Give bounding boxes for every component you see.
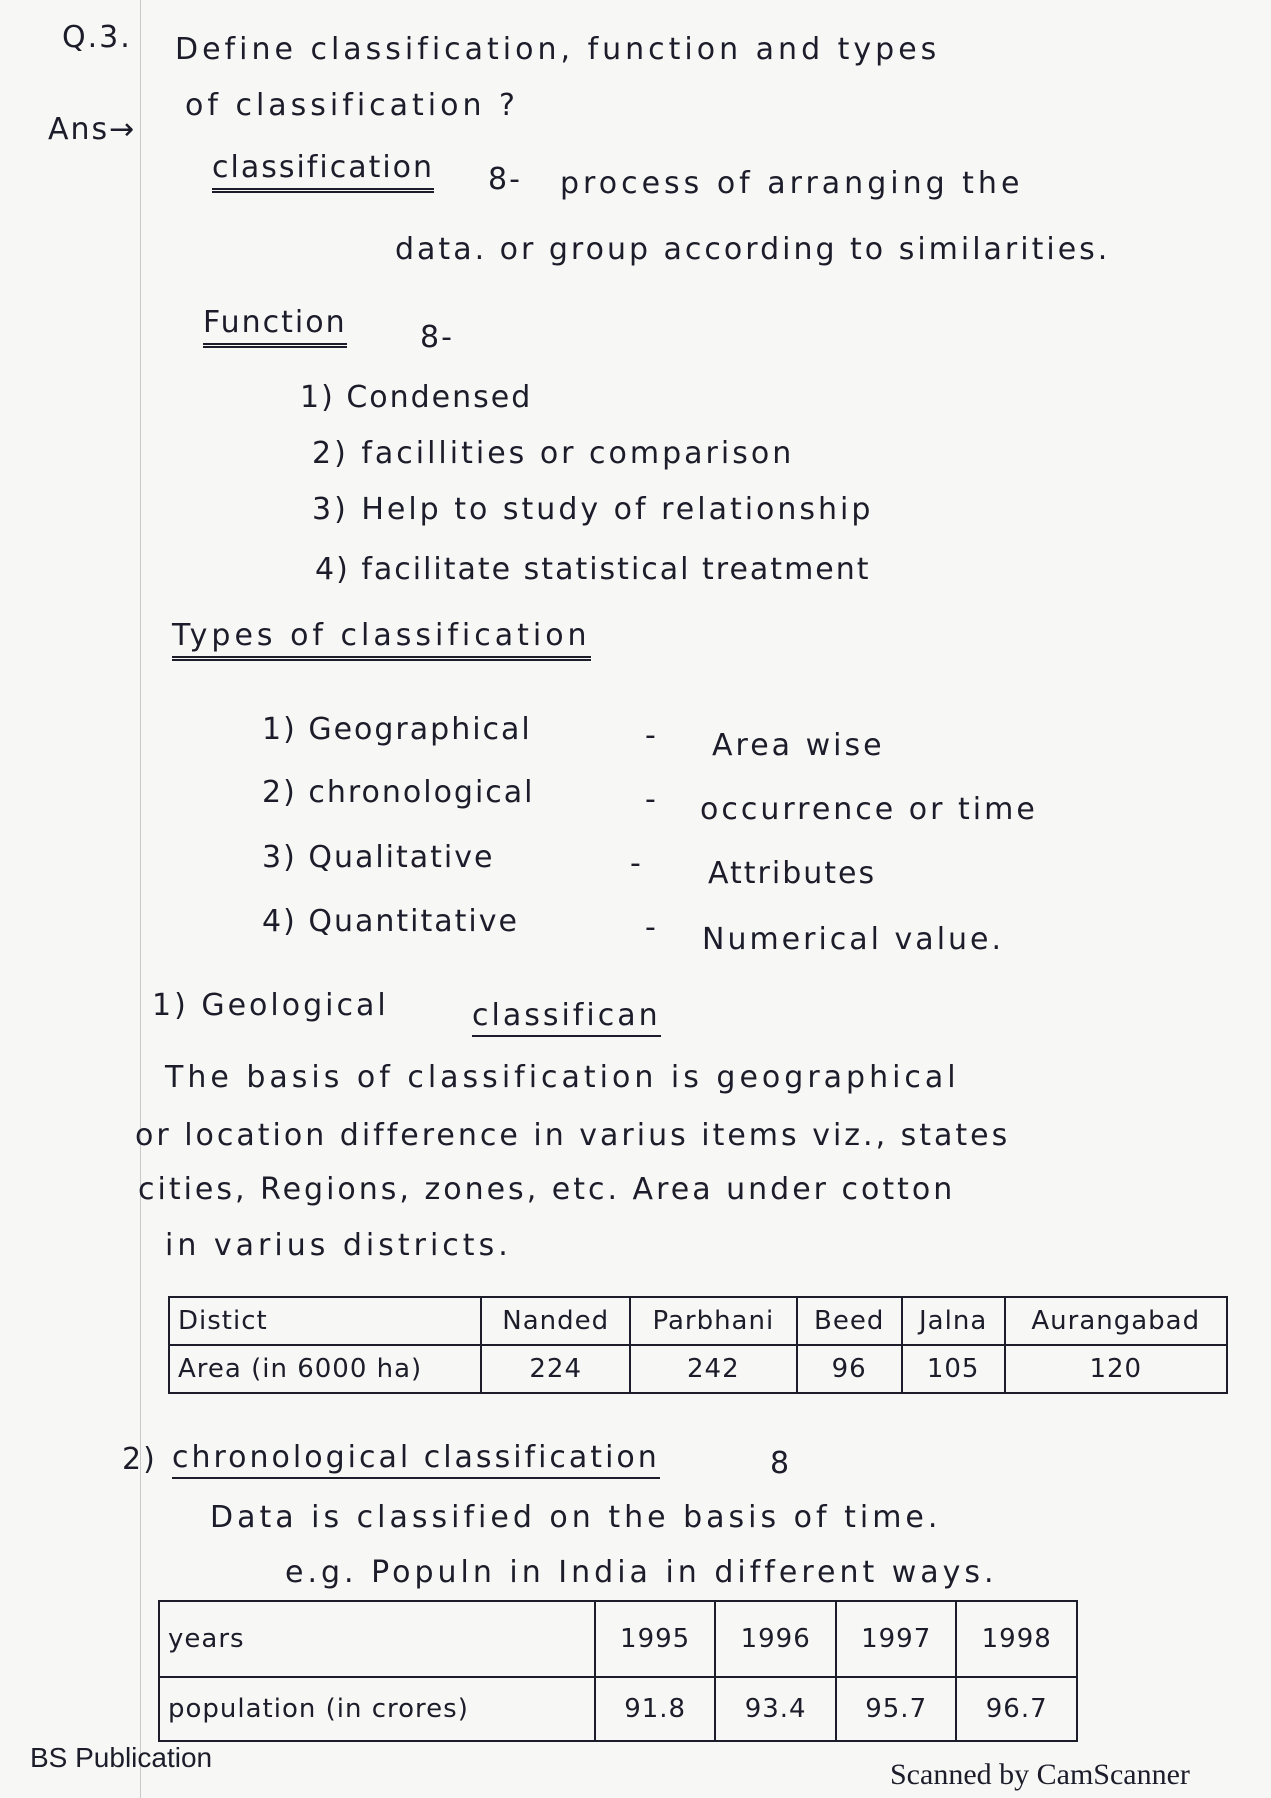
type-desc-2: occurrence or time bbox=[700, 792, 1038, 827]
table-cell: 105 bbox=[902, 1345, 1005, 1393]
table-cell: 1996 bbox=[715, 1601, 836, 1677]
table-cell: years bbox=[159, 1601, 595, 1677]
table-cell: 95.7 bbox=[836, 1677, 957, 1741]
definition-text-1: process of arranging the bbox=[560, 166, 1024, 201]
publisher-label: BS Publication bbox=[30, 1742, 213, 1773]
district-area-table bbox=[168, 1296, 1228, 1394]
geo-paragraph-1: The basis of classification is geographical bbox=[165, 1060, 960, 1095]
population-table bbox=[158, 1600, 1078, 1742]
chrono-paragraph-2: e.g. Populn in India in different ways. bbox=[285, 1555, 998, 1590]
function-item-2: 2) facillities or comparison bbox=[312, 436, 795, 471]
table-row bbox=[159, 1677, 1077, 1741]
table-cell: 93.4 bbox=[715, 1677, 836, 1741]
table-cell: 96.7 bbox=[956, 1677, 1077, 1741]
type-desc-3: Attributes bbox=[708, 856, 877, 891]
table-cell: 96 bbox=[797, 1345, 902, 1393]
geo-heading-text: classifican bbox=[472, 998, 661, 1037]
type-desc-1: Area wise bbox=[712, 728, 885, 763]
table-row bbox=[159, 1601, 1077, 1677]
function-item-3: 3) Help to study of relationship bbox=[312, 492, 874, 527]
table-cell: 1995 bbox=[595, 1601, 716, 1677]
function-item-1: 1) Condensed bbox=[300, 380, 533, 415]
type-name-3: 3) Qualitative bbox=[262, 840, 495, 875]
definition-text-2: data. or group according to similarities. bbox=[395, 232, 1111, 267]
type-dash-1: - bbox=[645, 718, 658, 753]
question-number: Q.3. bbox=[62, 20, 132, 55]
function-separator: 8- bbox=[420, 320, 454, 355]
type-dash-2: - bbox=[645, 782, 658, 817]
table-row bbox=[169, 1297, 1227, 1345]
table-cell: Area (in 6000 ha) bbox=[169, 1345, 481, 1393]
table-row bbox=[169, 1345, 1227, 1393]
type-name-4: 4) Quantitative bbox=[262, 904, 519, 939]
chrono-heading-number: 2) bbox=[122, 1442, 157, 1477]
type-name-1: 1) Geographical bbox=[262, 712, 532, 747]
geo-paragraph-4: in varius districts. bbox=[165, 1228, 512, 1263]
geo-paragraph-2: or location difference in varius items viz., states bbox=[135, 1118, 1011, 1153]
table-cell: 120 bbox=[1005, 1345, 1227, 1393]
chrono-separator: 8 bbox=[770, 1446, 792, 1481]
chrono-paragraph-1: Data is classified on the basis of time. bbox=[210, 1500, 942, 1535]
table-cell: Beed bbox=[797, 1297, 902, 1345]
table-cell: Distict bbox=[169, 1297, 481, 1345]
margin-line bbox=[140, 0, 141, 1798]
function-item-4: 4) facilitate statistical treatment bbox=[315, 552, 871, 587]
table-cell: Jalna bbox=[902, 1297, 1005, 1345]
function-heading: Function bbox=[203, 305, 347, 348]
geo-paragraph-3: cities, Regions, zones, etc. Area under cotton bbox=[138, 1172, 956, 1207]
type-name-2: 2) chronological bbox=[262, 775, 535, 810]
table-cell: Aurangabad bbox=[1005, 1297, 1227, 1345]
table-cell: 1998 bbox=[956, 1601, 1077, 1677]
scanner-watermark: Scanned by CamScanner bbox=[890, 1758, 1190, 1791]
chrono-heading-text: chronological classification bbox=[172, 1440, 660, 1479]
table-cell: 224 bbox=[481, 1345, 630, 1393]
table-cell: population (in crores) bbox=[159, 1677, 595, 1741]
type-dash-3: - bbox=[630, 846, 643, 881]
definition-separator: 8- bbox=[488, 162, 522, 197]
table-cell: 242 bbox=[630, 1345, 796, 1393]
table-cell: Parbhani bbox=[630, 1297, 796, 1345]
table-cell: 91.8 bbox=[595, 1677, 716, 1741]
question-line-2: of classification ? bbox=[185, 88, 519, 123]
geo-heading-number: 1) Geological bbox=[152, 988, 389, 1023]
type-dash-4: - bbox=[645, 910, 658, 945]
table-cell: Nanded bbox=[481, 1297, 630, 1345]
types-heading: Types of classification bbox=[172, 618, 591, 661]
definition-heading: classification bbox=[212, 150, 434, 193]
answer-marker: Ans→ bbox=[48, 112, 137, 147]
question-line-1: Define classification, function and types bbox=[175, 32, 941, 67]
type-desc-4: Numerical value. bbox=[702, 922, 1005, 957]
table-cell: 1997 bbox=[836, 1601, 957, 1677]
